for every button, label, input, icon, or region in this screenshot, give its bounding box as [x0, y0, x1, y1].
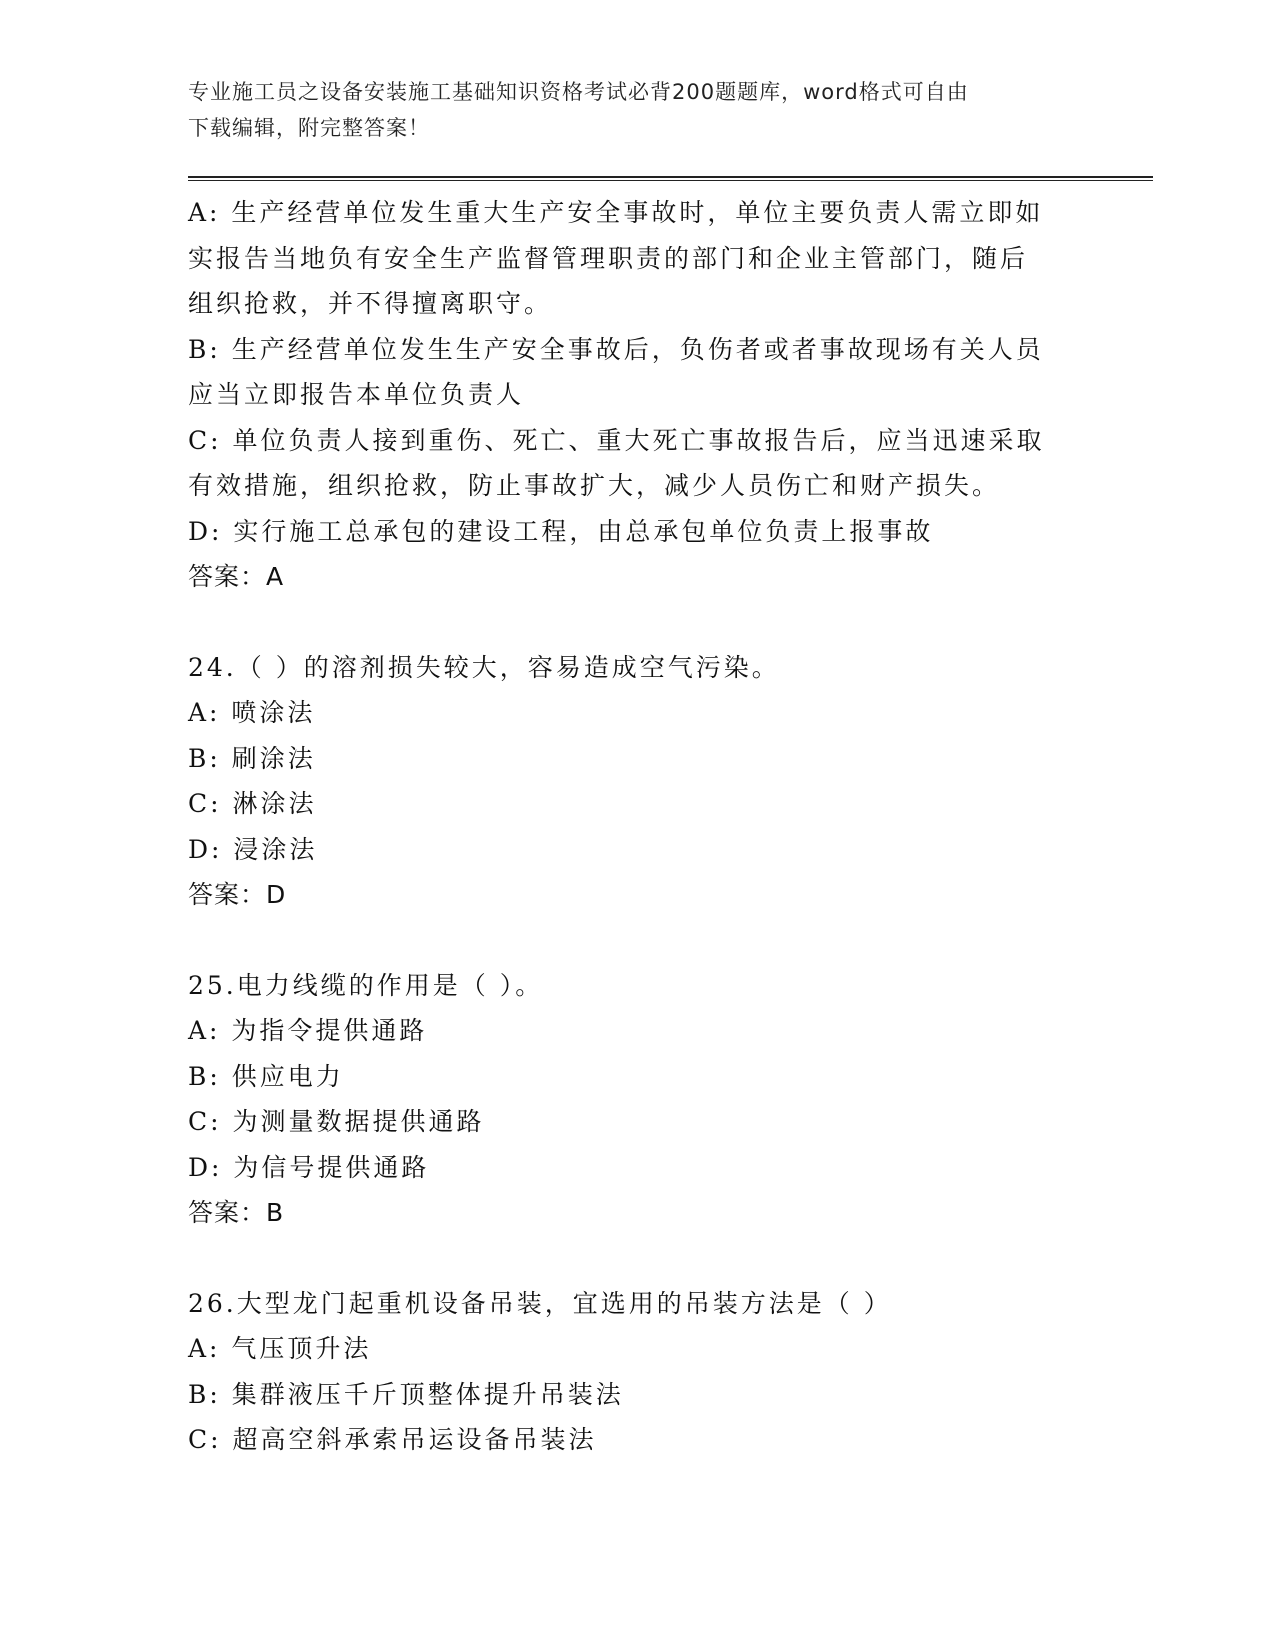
spacer: [188, 1236, 1108, 1281]
answer: 答案：A: [188, 562, 285, 591]
header-line-2: 下载编辑，附完整答案！: [188, 116, 430, 140]
option-c-line-1: C: 单位负责人接到重伤、死亡、重大死亡事故报告后，应当迅速采取: [188, 425, 1045, 455]
option-a: [188, 190, 1108, 327]
option-c: [188, 418, 1108, 509]
question-text: 26.大型龙门起重机设备吊装，宜选用的吊装方法是（ ）: [188, 1288, 892, 1318]
spacer: [188, 918, 1108, 963]
header-divider: [188, 176, 1153, 181]
option-b: B: 供应电力: [188, 1061, 344, 1091]
question-text: 24.（ ）的溶剂损失较大，容易造成空气污染。: [188, 652, 780, 682]
option-a: A: 喷涂法: [188, 698, 316, 727]
answer: 答案：B: [188, 1198, 285, 1227]
question-25: [188, 963, 1108, 1236]
option-a-line-2: 实报告当地负有安全生产监督管理职责的部门和企业主管部门，随后: [188, 243, 1029, 273]
option-b-line-1: B: 生产经营单位发生生产安全事故后，负伤者或者事故现场有关人员: [188, 334, 1044, 364]
answer: 答案：D: [188, 880, 287, 909]
header-line-1: 专业施工员之设备安装施工基础知识资格考试必背200题题库，word格式可自由: [188, 80, 969, 104]
option-a: A: 气压顶升法: [188, 1334, 372, 1363]
option-c: C: 为测量数据提供通路: [188, 1107, 485, 1136]
question-26: [188, 1281, 1108, 1463]
option-a: A: 为指令提供通路: [188, 1016, 428, 1045]
option-b: [188, 327, 1108, 418]
question-list: [188, 190, 1108, 1463]
option-d: D: 实行施工总承包的建设工程，由总承包单位负责上报事故: [188, 516, 934, 546]
spacer: [188, 600, 1108, 645]
option-b: B: 刷涂法: [188, 743, 316, 773]
question-23: [188, 190, 1108, 600]
option-c: C: 超高空斜承索吊运设备吊装法: [188, 1425, 597, 1454]
question-text: 25.电力线缆的作用是（ ）。: [188, 970, 544, 1000]
option-b: B: 集群液压千斤顶整体提升吊装法: [188, 1379, 624, 1409]
option-c-line-2: 有效措施，组织抢救，防止事故扩大，减少人员伤亡和财产损失。: [188, 471, 1001, 500]
option-b-line-2: 应当立即报告本单位负责人: [188, 380, 525, 409]
option-a-line-1: A: 生产经营单位发生重大生产安全事故时，单位主要负责人需立即如: [188, 198, 1044, 227]
option-d: D: 为信号提供通路: [188, 1152, 430, 1182]
option-a-line-3: 组织抢救，并不得擅离职守。: [188, 289, 553, 318]
option-c: C: 淋涂法: [188, 789, 317, 818]
option-d: D: 浸涂法: [188, 834, 318, 864]
document-header: [188, 74, 1068, 146]
question-24: [188, 645, 1108, 918]
